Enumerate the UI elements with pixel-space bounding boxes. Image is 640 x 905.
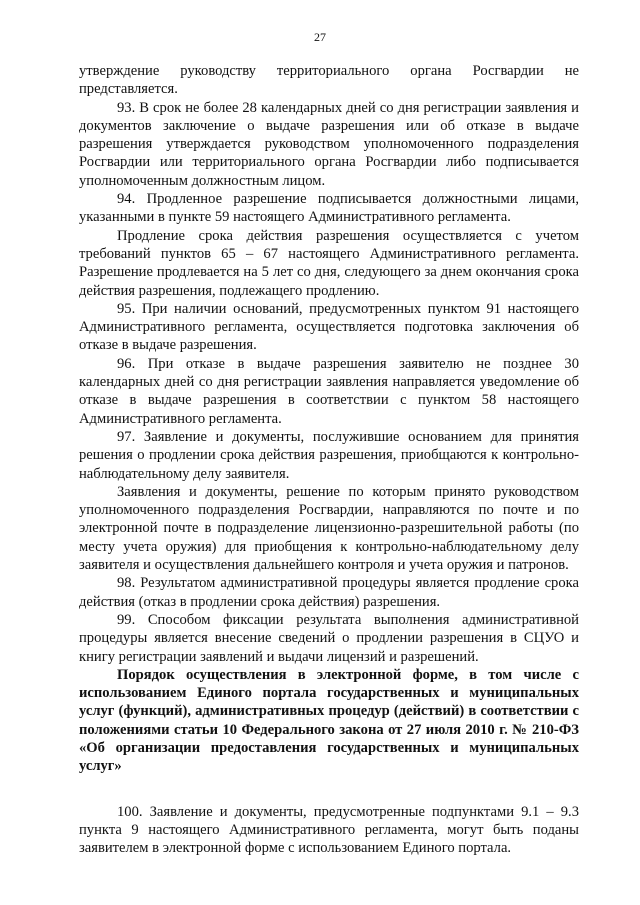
page-number: 27 xyxy=(314,30,326,44)
paragraph-96: 96. При отказе в выдаче разрешения заявителю не позднее 30 календарных дней со дня регистрации заявления направляется уведомление об отказе в выдаче разрешения в соответствии с пунктом 58 настоящего Административного регламента. xyxy=(79,355,579,427)
paragraph-continuation: утверждение руководству территориального органа Росгвардии не представляется. xyxy=(79,63,579,98)
paragraph-94: 94. Продленное разрешение подписывается должностными лицами, указанными в пункте 59 настоящего Административного регламента. xyxy=(79,191,579,226)
paragraph-99: 99. Способом фиксации результата выполнения административной процедуры является внесение сведений о продлении разрешения в СЦУО и книгу регистрации заявлений и выдачи лицензий и разрешений. xyxy=(79,611,579,665)
paragraph-98: 98. Результатом административной процедуры является продление срока действия (отказ в продлении срока действия) разрешения. xyxy=(79,575,579,610)
document-body xyxy=(79,62,579,857)
paragraph-93: 93. В срок не более 28 календарных дней со дня регистрации заявления и документов заключение о выдаче разрешения или об отказе в выдаче разрешения утверждается руководством уполномоченного подразделения Росгвардии или территориального органа Росгвардии либо подписывается уполномоченным должностным лицом. xyxy=(79,99,579,189)
section-heading: Порядок осуществления в электронной форме, в том числе с использованием Единого портала государственных и муниципальных услуг (функций), административных процедур (действий) в соответствии с положениями статьи 10 Федерального закона от 27 июля 2010 г. № 210-ФЗ «Об организации предоставления государственных и муниципальных услуг» xyxy=(79,666,579,775)
paragraph-97-documents: Заявления и документы, решение по которым принято руководством уполномоченного подразделения Росгвардии, направляются по почте и по электронной почте в подразделение лицензионно-разрешительной работы (по месту учета оружия) для приобщения к контрольно-наблюдательному делу заявителя и осуществления дальнейшего контроля и учета оружия и патронов. xyxy=(79,483,579,574)
paragraph-97: 97. Заявление и документы, послужившие основанием для принятия решения о продлении срока действия разрешения, приобщаются к контрольно-наблюдательному делу заявителя. xyxy=(79,428,579,482)
paragraph-95: 95. При наличии оснований, предусмотренных пунктом 91 настоящего Административного регламента, осуществляется подготовка заключения об отказе в выдаче разрешения. xyxy=(79,300,579,354)
paragraph-94-extension: Продление срока действия разрешения осуществляется с учетом требований пунктов 65 – 67 настоящего Административного регламента. Разрешение продлевается на 5 лет со дня, следующего за днем окончания срока действия разрешения, подлежащего продлению. xyxy=(79,227,579,299)
paragraph-100: 100. Заявление и документы, предусмотренные подпунктами 9.1 – 9.3 пункта 9 настоящего Административного регламента, могут быть поданы заявителем в электронной форме с использованием Единого портала. xyxy=(79,803,579,857)
